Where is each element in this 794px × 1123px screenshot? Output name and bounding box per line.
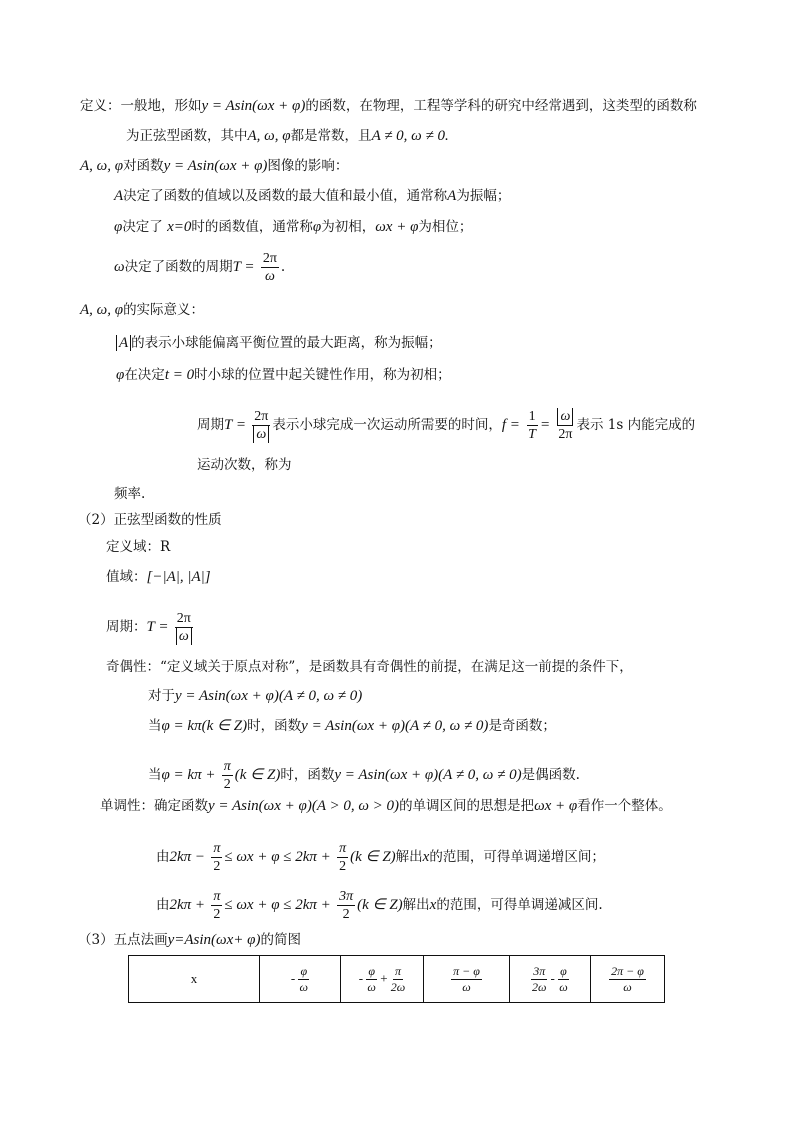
fraction bbox=[556, 408, 574, 443]
formula: 2kπ − bbox=[169, 849, 206, 865]
denominator: ω bbox=[176, 628, 192, 645]
text: 的表示小球能偏离平衡位置的最大距离，称为振幅； bbox=[131, 335, 442, 351]
meaning-heading bbox=[80, 300, 204, 320]
fraction bbox=[175, 610, 193, 645]
formula: y = Asin(ωx + φ)(A ≠ 0, ω ≠ 0) bbox=[175, 688, 363, 704]
text: 时的函数值，通常称 bbox=[191, 219, 313, 235]
denominator: ω bbox=[623, 979, 632, 994]
text: 是偶函数. bbox=[521, 767, 580, 783]
decreasing-line bbox=[156, 888, 603, 923]
text: 的实际意义： bbox=[123, 302, 205, 318]
table-row bbox=[129, 956, 665, 1003]
formula: t = 0 bbox=[164, 367, 195, 383]
period-property bbox=[106, 610, 195, 645]
denominator: 2 bbox=[223, 777, 231, 792]
formula: A, ω, φ bbox=[80, 158, 124, 174]
formula: A bbox=[447, 188, 457, 204]
formula: = bbox=[539, 417, 551, 433]
parity-odd bbox=[148, 716, 556, 736]
formula: (k ∈ Z) bbox=[350, 849, 396, 865]
range-line bbox=[106, 567, 211, 587]
parity-even bbox=[148, 758, 580, 793]
formula: (k ∈ Z) bbox=[357, 897, 403, 913]
cell-text: x bbox=[190, 971, 198, 986]
denominator: 2 bbox=[213, 907, 221, 922]
numerator: φ bbox=[300, 963, 308, 978]
parity-intro bbox=[106, 657, 633, 677]
meaning-frequency bbox=[114, 484, 145, 504]
increasing-line bbox=[156, 840, 605, 875]
denominator: 2 bbox=[213, 859, 221, 874]
numerator: π bbox=[223, 759, 231, 774]
numerator: ω bbox=[557, 408, 573, 426]
cell-text: + bbox=[380, 969, 388, 985]
text: 由 bbox=[156, 849, 170, 865]
denominator: ω bbox=[462, 979, 471, 994]
parity-for bbox=[148, 686, 362, 706]
formula: φ = kπ + bbox=[161, 767, 216, 783]
table-cell-x bbox=[129, 956, 260, 1003]
fraction bbox=[609, 964, 646, 995]
cell-text: - bbox=[358, 969, 364, 985]
formula: y = Asin(ωx + φ) bbox=[163, 158, 268, 174]
text: 对函数 bbox=[123, 158, 164, 174]
text: 的简图 bbox=[260, 932, 301, 948]
meaning-count bbox=[197, 455, 292, 475]
numerator: 3π bbox=[533, 963, 546, 978]
meaning-phase bbox=[116, 365, 451, 385]
fraction bbox=[558, 964, 569, 995]
formula: y = Asin(ωx + φ) bbox=[201, 98, 306, 114]
monotonicity-line bbox=[100, 796, 672, 816]
formula: f = bbox=[501, 417, 520, 433]
numerator: π bbox=[339, 841, 347, 856]
denominator: 2ω bbox=[532, 979, 547, 994]
formula: ≤ ωx + φ ≤ 2kπ + bbox=[224, 849, 331, 865]
definition-line-1 bbox=[80, 96, 697, 116]
amplitude-line bbox=[114, 186, 510, 206]
formula: A bbox=[114, 188, 124, 204]
phase-line bbox=[114, 217, 472, 237]
text: 决定了函数的周期 bbox=[124, 259, 233, 275]
fraction bbox=[298, 964, 309, 995]
numerator: π bbox=[213, 841, 221, 856]
formula: ωx + φ bbox=[534, 798, 578, 814]
formula: φ bbox=[312, 219, 322, 235]
denominator: 2π bbox=[558, 427, 573, 442]
fraction bbox=[211, 840, 222, 875]
text: 由 bbox=[156, 897, 170, 913]
formula: [−|A|, |A|] bbox=[146, 569, 211, 585]
formula: (k ∈ Z) bbox=[234, 767, 281, 783]
fraction bbox=[261, 250, 279, 285]
text: 是奇函数； bbox=[488, 718, 556, 734]
text: 频率. bbox=[114, 486, 146, 502]
formula: 2kπ + bbox=[169, 897, 206, 913]
numerator: 2π bbox=[254, 409, 269, 424]
formula: y = Asin(ωx + φ)(A ≠ 0, ω ≠ 0) bbox=[301, 718, 489, 734]
formula: φ = kπ(k ∈ Z) bbox=[161, 718, 248, 734]
meaning-period bbox=[197, 408, 695, 443]
period-line: ω决定了函数的周期T = $\frac{2\pi}{\omega}$ . bbox=[114, 251, 286, 284]
text: 时，函数 bbox=[280, 767, 335, 783]
text: 看作一个整体。 bbox=[577, 798, 672, 814]
cell-text: - bbox=[550, 969, 555, 985]
five-point-table bbox=[128, 955, 665, 1003]
denominator: ω bbox=[367, 979, 376, 994]
fraction bbox=[252, 408, 270, 443]
numerator: π bbox=[213, 889, 221, 904]
text: 决定了函数的值域以及函数的最大值和最小值，通常称 bbox=[123, 188, 448, 204]
fraction bbox=[451, 964, 482, 995]
text: 的函数，在物理，工程等学科的研究中经常遇到，这类型的函数称 bbox=[305, 98, 697, 114]
text: 表示小球完成一次运动所需要的时间， bbox=[272, 417, 502, 433]
text: 定义域：R bbox=[106, 539, 171, 555]
formula: A bbox=[116, 335, 131, 351]
formula: x bbox=[422, 849, 430, 865]
fraction bbox=[337, 840, 348, 875]
fraction bbox=[391, 964, 405, 995]
text: 单调性：确定函数 bbox=[100, 798, 208, 814]
formula: φ bbox=[114, 219, 123, 235]
text: 时小球的位置中起关键性作用，称为初相； bbox=[194, 367, 451, 383]
numerator: 2π bbox=[262, 251, 277, 266]
formula: A, ω, φ bbox=[247, 128, 291, 144]
formula: y = Asin(ωx + φ)(A > 0, ω > 0) bbox=[208, 798, 400, 814]
table-cell-3 bbox=[424, 956, 510, 1003]
text: 时，函数 bbox=[247, 718, 302, 734]
text: 周期 bbox=[197, 417, 224, 433]
numerator: 2π bbox=[176, 611, 191, 626]
denominator: ω bbox=[559, 979, 568, 994]
numerator: π bbox=[395, 963, 402, 978]
denominator: 2 bbox=[342, 907, 350, 922]
table-cell-5 bbox=[591, 956, 665, 1003]
text: 为正弦型函数，其中 bbox=[126, 128, 248, 144]
text: 都是常数，且 bbox=[290, 128, 372, 144]
domain-line bbox=[106, 537, 170, 557]
formula: ≤ ωx + φ ≤ 2kπ + bbox=[224, 897, 331, 913]
cell-text: - bbox=[290, 969, 296, 985]
formula: A, ω, φ bbox=[80, 302, 124, 318]
formula: x=0 bbox=[167, 219, 192, 235]
meaning-amplitude bbox=[116, 333, 442, 353]
fraction bbox=[222, 758, 233, 793]
text: 解出 bbox=[402, 897, 430, 913]
table-cell-4 bbox=[510, 956, 591, 1003]
fraction bbox=[526, 408, 538, 443]
text: 的单调区间的思想是把 bbox=[399, 798, 535, 814]
text: 对于 bbox=[148, 688, 175, 704]
definition-line-2 bbox=[126, 126, 449, 146]
table-cell-1 bbox=[260, 956, 341, 1003]
formula: ω bbox=[114, 259, 125, 275]
text: 当 bbox=[148, 718, 162, 734]
text: 图像的影响： bbox=[267, 158, 349, 174]
section-2-title bbox=[78, 510, 222, 530]
text: 为初相， bbox=[321, 219, 376, 235]
denominator: ω bbox=[253, 426, 269, 443]
text: 运动次数，称为 bbox=[197, 457, 292, 473]
text: 定义：一般地，形如 bbox=[80, 98, 202, 114]
text: 解出 bbox=[395, 849, 423, 865]
denominator: ω bbox=[299, 979, 309, 994]
numerator: 3π bbox=[339, 889, 354, 904]
effect-heading bbox=[80, 156, 348, 176]
section-3-title bbox=[78, 930, 301, 950]
numerator: 2π − φ bbox=[611, 963, 644, 978]
text: 当 bbox=[148, 767, 162, 783]
denominator: T bbox=[528, 427, 536, 442]
fraction bbox=[531, 964, 547, 995]
formula: T = bbox=[146, 619, 169, 635]
numerator: π − φ bbox=[453, 963, 480, 978]
text: 为振幅； bbox=[456, 188, 511, 204]
denominator: ω bbox=[264, 269, 275, 284]
text: 为相位； bbox=[418, 219, 473, 235]
formula: A ≠ 0, ω ≠ 0. bbox=[371, 128, 449, 144]
text: 表示 1s 内能完成的 bbox=[576, 417, 696, 433]
numerator: φ bbox=[368, 963, 375, 978]
formula: φ bbox=[116, 367, 125, 383]
denominator: 2 bbox=[339, 859, 347, 874]
fraction bbox=[211, 888, 222, 923]
text: 的范围，可得单调递减区间. bbox=[436, 897, 603, 913]
numerator: φ bbox=[560, 963, 567, 978]
text: 在决定 bbox=[124, 367, 165, 383]
text: 的范围，可得单调递增区间； bbox=[429, 849, 605, 865]
formula: ωx + φ bbox=[375, 219, 419, 235]
text: 周期： bbox=[106, 619, 147, 635]
text: （3）五点法画 bbox=[78, 932, 168, 948]
numerator: 1 bbox=[528, 409, 536, 424]
formula: T = bbox=[232, 259, 255, 275]
fraction bbox=[366, 964, 377, 995]
table-cell-2 bbox=[341, 956, 424, 1003]
formula: y = Asin(ωx + φ)(A ≠ 0, ω ≠ 0) bbox=[334, 767, 522, 783]
denominator: 2ω bbox=[390, 979, 406, 994]
text: 决定了 bbox=[122, 219, 168, 235]
formula: T = bbox=[224, 417, 246, 433]
formula: x bbox=[429, 897, 437, 913]
formula: y=Asin(ωx+ φ) bbox=[167, 932, 261, 948]
text: （2）正弦型函数的性质 bbox=[78, 512, 222, 528]
text: 值域： bbox=[106, 569, 147, 585]
fraction bbox=[337, 888, 355, 923]
text: 奇偶性：“定义域关于原点对称”，是函数具有奇偶性的前提，在满足这一前提的条件下， bbox=[106, 659, 633, 675]
